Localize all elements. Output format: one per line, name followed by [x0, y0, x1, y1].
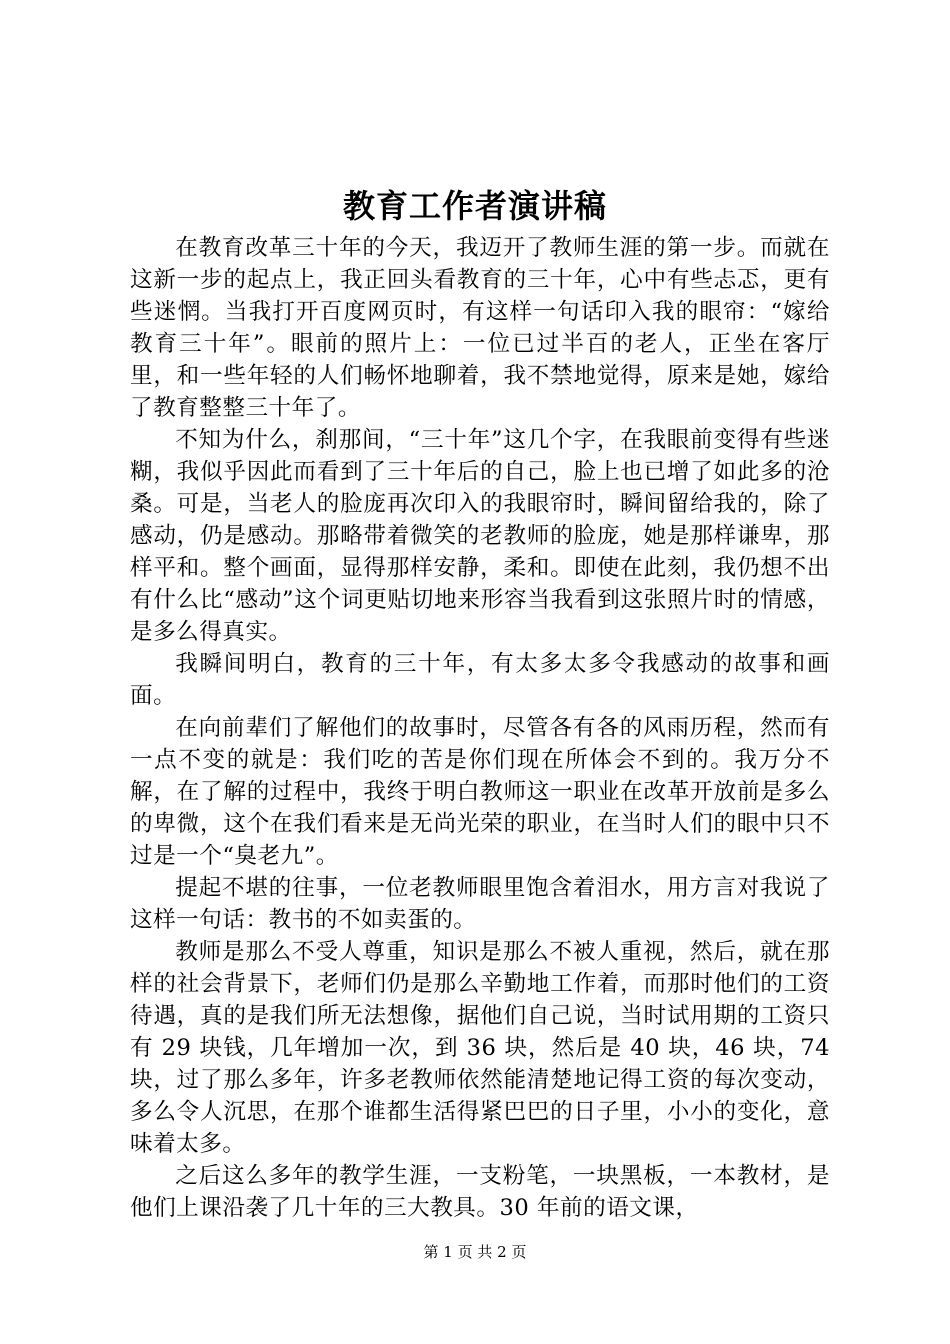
document-title: 教育工作者演讲稿 [342, 187, 607, 225]
paragraph: 在向前辈们了解他们的故事时，尽管各有各的风雨历程，然而有一点不变的就是：我们吃的苦是你们现在所体会不到的。我万分不解，在了解的过程中，我终于明白教师这一职业在改革开放前是多么的卑微，这个在我们看来是无尚光荣的职业，在当时人们的眼中只不过是一个“臭老九”。 [130, 715, 830, 869]
paragraph: 教师是那么不受人尊重，知识是那么不被人重视，然后，就在那样的社会背景下，老师们仍是那么辛勤地工作着，而那时他们的工资待遇，真的是我们所无法想像，据他们自己说，当时试用期的工资只有 29 块钱，几年增加一次，到 36 块，然后是 40 块，46 块，74 块，过了那么多年，许多老教师依然能清楚地记得工资的每次变动，多么令人沉思，在那个谁都生活得紧巴巴的日子里，小小的变化，意味着太多。 [130, 939, 830, 1157]
paragraph: 之后这么多年的教学生涯，一支粉笔，一块黑板，一本教材，是他们上课沿袭了几十年的三大教具。30 年前的语文课， [130, 1163, 830, 1221]
paragraph: 不知为什么，刹那间，“三十年”这几个字，在我眼前变得有些迷糊，我似乎因此而看到了三十年后的自己，脸上也已增了如此多的沧桑。可是，当老人的脸庞再次印入的我眼帘时，瞬间留给我的，除了感动，仍是感动。那略带着微笑的老教师的脸庞，她是那样谦卑，那样平和。整个画面，显得那样安静，柔和。即使在此刻，我仍想不出有什么比“感动”这个词更贴切地来形容当我看到这张照片时的情感，是多么得真实。 [130, 427, 830, 645]
paragraph: 提起不堪的往事，一位老教师眼里饱含着泪水，用方言对我说了这样一句话：教书的不如卖蛋的。 [130, 875, 830, 933]
paragraph: 在教育改革三十年的今天，我迈开了教师生涯的第一步。而就在这新一步的起点上，我正回头看教育的三十年，心中有些忐忑，更有些迷惘。当我打开百度网页时，有这样一句话印入我的眼帘：“嫁给教育三十年”。眼前的照片上：一位已过半百的老人，正坐在客厅里，和一些年轻的人们畅怀地聊着，我不禁地觉得，原来是她，嫁给了教育整整三十年了。 [130, 235, 830, 421]
page-footer: 第 1 页 共 2 页 [423, 1243, 527, 1261]
paragraph: 我瞬间明白，教育的三十年，有太多太多令我感动的故事和画面。 [130, 651, 830, 709]
document-body [130, 232, 830, 1224]
